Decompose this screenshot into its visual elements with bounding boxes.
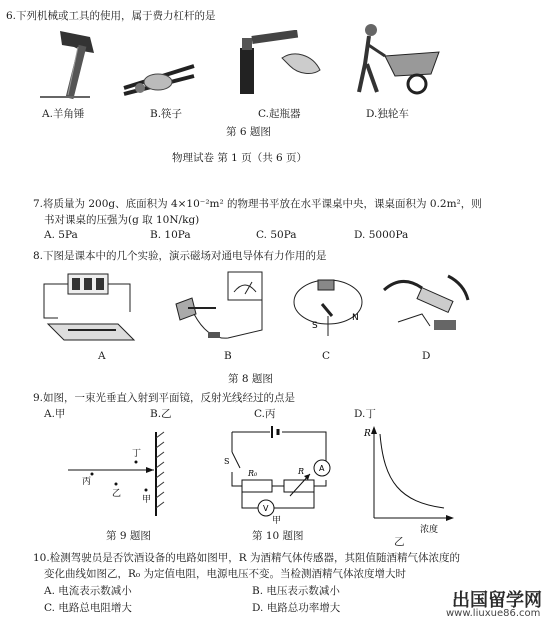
q7-line1: 7.将质量为 200g、底面积为 4×10⁻²m² 的物理书平放在水平课桌中央，课桌面积为 0.2m²，则: [33, 198, 482, 210]
q10-option-d: D. 电路总功率增大: [252, 602, 341, 614]
page-footer: 物理试卷 第 1 页（共 6 页）: [172, 152, 308, 164]
q6-option-a: A.羊角锤: [42, 108, 85, 120]
ammeter-label: A: [319, 464, 325, 473]
q9-option-d: D.丁: [354, 408, 376, 420]
magnet-s-label: S: [312, 321, 318, 331]
circuit-jia-label: 甲: [272, 516, 282, 524]
q9-stem: 9.如图，一束光垂直入射到平面镜，反射光线经过的点是: [33, 392, 296, 404]
point-bing-label: 丙: [82, 477, 92, 487]
q7-line2: 书对课桌的压强为(g 取 10N/kg): [44, 214, 200, 226]
q10-option-c: C. 电路总电阻增大: [44, 602, 132, 614]
q7-option-c: C. 50Pa: [256, 229, 297, 241]
q10-option-b: B. 电压表示数减小: [252, 585, 340, 597]
experiment-a-figure: [38, 266, 148, 344]
q6-option-c: C.起瓶器: [258, 108, 301, 120]
q7-option-d: D. 5000Pa: [354, 229, 409, 241]
q9-option-a: A.甲: [44, 408, 66, 420]
experiment-c-figure: [288, 266, 368, 346]
q6-caption: 第 6 题图: [226, 126, 271, 138]
q10-caption: 第 10 题图: [252, 530, 304, 542]
graph-x-label: 浓度: [420, 525, 439, 534]
mirror-figure: [60, 428, 180, 520]
watermark-url: www.liuxue86.com: [446, 608, 541, 619]
q6-option-b: B.筷子: [150, 108, 183, 120]
q8-label-a: A: [98, 350, 106, 362]
magnet-n-label: N: [352, 313, 359, 323]
graph-yi-label: 乙: [394, 536, 405, 548]
claw-hammer-figure: [30, 25, 105, 103]
q9-option-c: C.丙: [254, 408, 276, 420]
q9-option-b: B.乙: [150, 408, 172, 420]
r-label: R: [298, 467, 305, 476]
r0-label: R₀: [248, 469, 258, 478]
experiment-d-figure: [378, 270, 478, 342]
q8-label-d: D: [422, 350, 431, 362]
switch-label: S: [224, 457, 230, 466]
experiment-b-figure: [168, 270, 283, 345]
chopsticks-figure: [118, 58, 198, 98]
q8-stem: 8.下图是课本中的几个实验，演示磁场对通电导体有力作用的是: [33, 250, 327, 262]
point-ding-label: 丁: [132, 449, 142, 459]
q8-label-c: C: [322, 350, 331, 362]
q7-option-b: B. 10Pa: [150, 229, 191, 241]
circuit-figure: [218, 424, 343, 524]
q6-stem: 6.下列机械或工具的使用，属于费力杠杆的是: [6, 10, 216, 22]
watermark-title: 出国留学网: [452, 590, 542, 611]
q10-option-a: A. 电流表示数减小: [44, 585, 132, 597]
resistance-graph-figure: [360, 422, 460, 534]
q7-option-a: A. 5Pa: [44, 229, 78, 241]
voltmeter-label: V: [263, 504, 269, 513]
q10-line1: 10.检测驾驶员是否饮酒设备的电路如图甲，R 为酒精气体传感器，其阻值随酒精气体浓度的: [33, 552, 460, 564]
wheelbarrow-figure: [355, 22, 443, 98]
q6-option-d: D.独轮车: [366, 108, 409, 120]
q10-line2: 变化曲线如图乙，R₀ 为定值电阻，电源电压不变。当检测酒精气体浓度增大时: [44, 568, 406, 580]
q8-caption: 第 8 题图: [228, 373, 273, 385]
q9-caption: 第 9 题图: [106, 530, 151, 542]
q8-label-b: B: [224, 350, 232, 362]
point-jia-label: 甲: [142, 495, 152, 505]
point-yi-label: 乙: [112, 489, 122, 499]
bottle-opener-figure: [232, 30, 327, 96]
graph-y-label: R: [364, 429, 371, 439]
